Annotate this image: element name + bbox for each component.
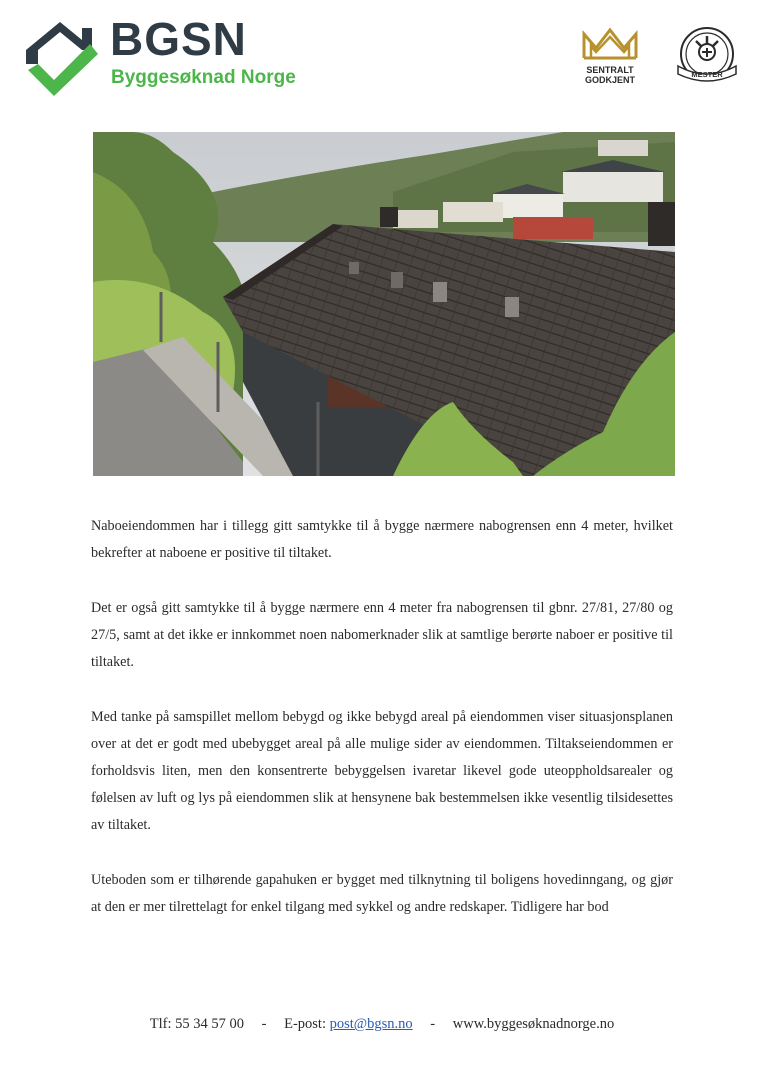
paragraph-1: Naboeiendommen har i tillegg gitt samtykke til å bygge nærmere nabogrensen enn 4 meter, hvilket bekrefter at naboene er positive til tiltaket. <box>91 518 673 561</box>
mester-seal-icon <box>672 26 742 86</box>
brand-subtitle: Byggesøknad Norge <box>111 67 296 88</box>
bgsn-logo[interactable] <box>24 13 304 98</box>
page-header <box>0 0 764 110</box>
body-text <box>91 513 673 949</box>
paragraph-2: Det er også gitt samtykke til å bygge nærmere enn 4 meter fra nabogrensen til gbnr. 27/81, 27/80 og 27/5, samt at det ikke er innkommet noen nabomerknader slik at samtlige berørte naboer er positive til tiltaket. <box>91 600 673 670</box>
footer-separator: - <box>430 1016 436 1032</box>
crown-icon <box>581 26 639 60</box>
house-check-icon <box>24 20 98 96</box>
badge-line2: GODKJENT <box>584 75 635 85</box>
sentralt-godkjent-badge <box>580 26 640 90</box>
house-roof-photo <box>93 132 675 476</box>
brand-name: BGSN <box>110 13 247 65</box>
footer-website[interactable]: www.byggesøknadnorge.no <box>452 1016 615 1032</box>
paragraph-3: Med tanke på samspillet mellom bebygd og ikke bebygd areal på eiendommen viser situasjonsplanen over at det er godt med ubebygget areal på alle mulige sider av eiendommen. Tiltakseiendommen er forholdsvis liten, men den konsentrerte bebyggelsen ivaretar likevel gode uteoppholdsarealer og følelsen av luft og lys på eiendommen slik at hensynene bak bestemmelsen ikke vesentlig tilsidesettes av tiltaket. <box>91 709 673 833</box>
mester-badge <box>672 26 742 90</box>
footer-separator: - <box>261 1016 267 1032</box>
mester-text: MESTER <box>691 70 723 79</box>
page-footer <box>0 1016 764 1033</box>
footer-email-link[interactable]: post@bgsn.no <box>329 1016 413 1032</box>
footer-email-label: E-post: <box>284 1016 326 1032</box>
footer-phone: Tlf: 55 34 57 00 <box>149 1016 244 1032</box>
badge-line1: SENTRALT <box>586 65 634 75</box>
paragraph-4: Uteboden som er tilhørende gapahuken er bygget med tilknytning til boligens hovedinngang, og gjør at den er mer tilrettelagt for enkel tilgang med sykkel og andre redskaper. Tidligere har bod <box>91 872 673 915</box>
